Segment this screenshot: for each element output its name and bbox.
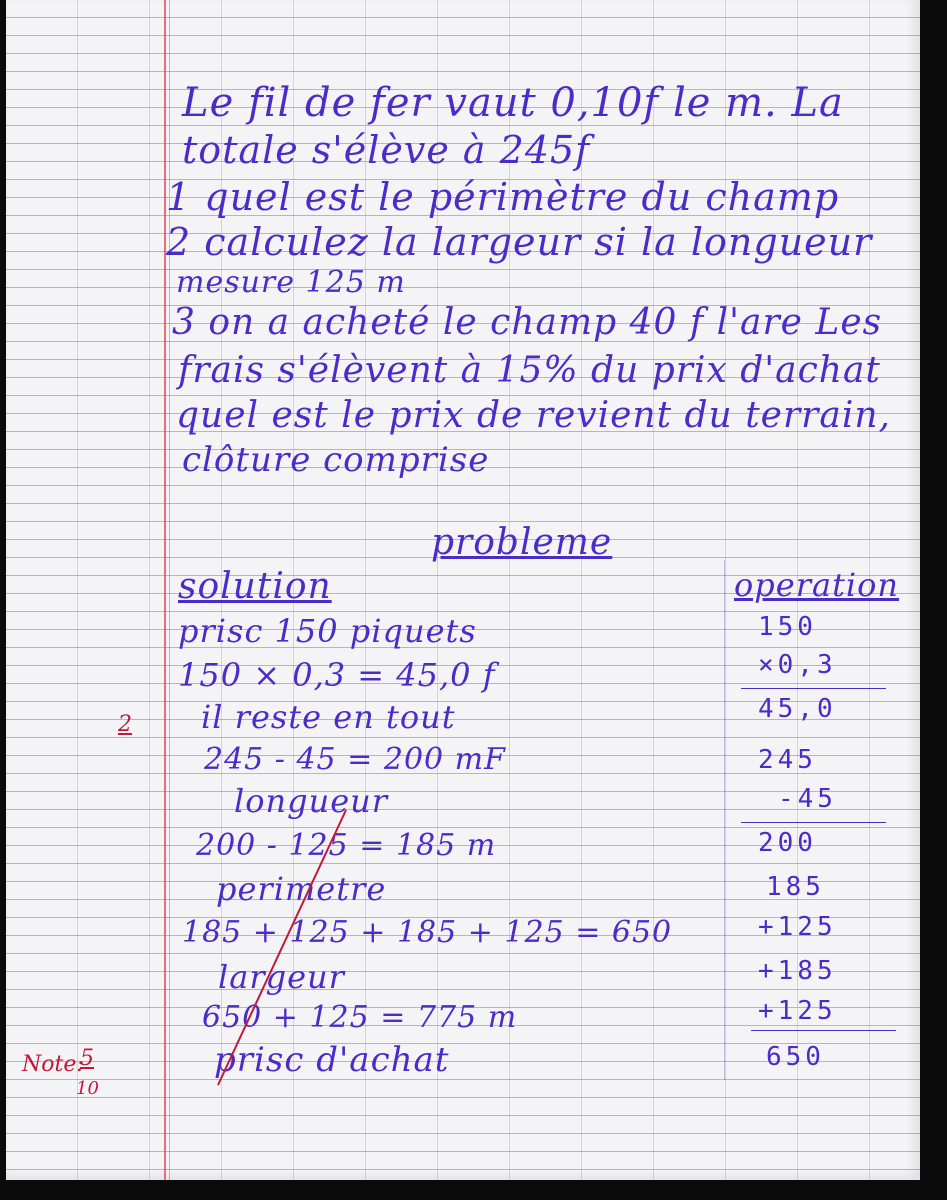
solution-line: prisc 150 piquets: [178, 612, 477, 650]
solution-line: il reste en tout: [201, 698, 456, 736]
solution-heading: solution: [178, 566, 332, 607]
question-2: 2 calculez la largeur si la longueur: [166, 220, 873, 264]
question-1: 1 quel est le périmètre du champ: [166, 175, 840, 219]
statement-line-2: totale s'élève à 245f: [182, 128, 591, 172]
solution-line: 245 - 45 = 200 mF: [204, 742, 506, 777]
operation-line: +125: [758, 912, 837, 942]
operation-line: 185: [766, 872, 825, 902]
operation-line: 45,0: [758, 694, 837, 724]
solution-line: largeur: [218, 958, 345, 996]
question-2-continued: mesure 125 m: [176, 265, 406, 300]
question-3: 3 on a acheté le champ 40 f l'are Les: [172, 302, 883, 343]
solution-line: prisc d'achat: [214, 1040, 450, 1080]
operation-line: +185: [758, 956, 837, 986]
operation-line: 245: [758, 745, 817, 775]
note-total: 10: [76, 1078, 99, 1099]
solution-line: longueur: [234, 782, 389, 820]
teacher-mark: 2: [118, 712, 132, 737]
question-3-line-4: clôture comprise: [182, 440, 490, 480]
solution-line: 200 - 125 = 185 m: [196, 828, 497, 863]
question-3-line-3: quel est le prix de revient du terrain,: [176, 395, 891, 436]
correction-strike: [6, 0, 920, 1180]
solution-line: perimetre: [216, 870, 387, 908]
note-score: 5: [80, 1046, 94, 1071]
question-3-continued: frais s'élèvent à 15% du prix d'achat: [178, 350, 881, 391]
operation-line: 650: [766, 1042, 825, 1072]
operation-line: 150: [758, 612, 817, 642]
solution-line: 185 + 125 + 185 + 125 = 650: [182, 915, 673, 950]
solution-line: 150 × 0,3 = 45,0 f: [178, 656, 496, 694]
statement-line-1: Le fil de fer vaut 0,10f le m. La: [182, 80, 844, 126]
operation-line: -45: [778, 784, 837, 814]
problem-title: probleme: [431, 522, 613, 563]
operation-line: 200: [758, 828, 817, 858]
solution-line: 650 + 125 = 775 m: [202, 1000, 518, 1035]
notebook-page: [6, 0, 920, 1180]
operation-heading: operation: [734, 566, 900, 604]
operation-line: +125: [758, 996, 837, 1026]
note-label: Note:: [22, 1052, 84, 1077]
operation-line: ×0,3: [758, 650, 837, 680]
